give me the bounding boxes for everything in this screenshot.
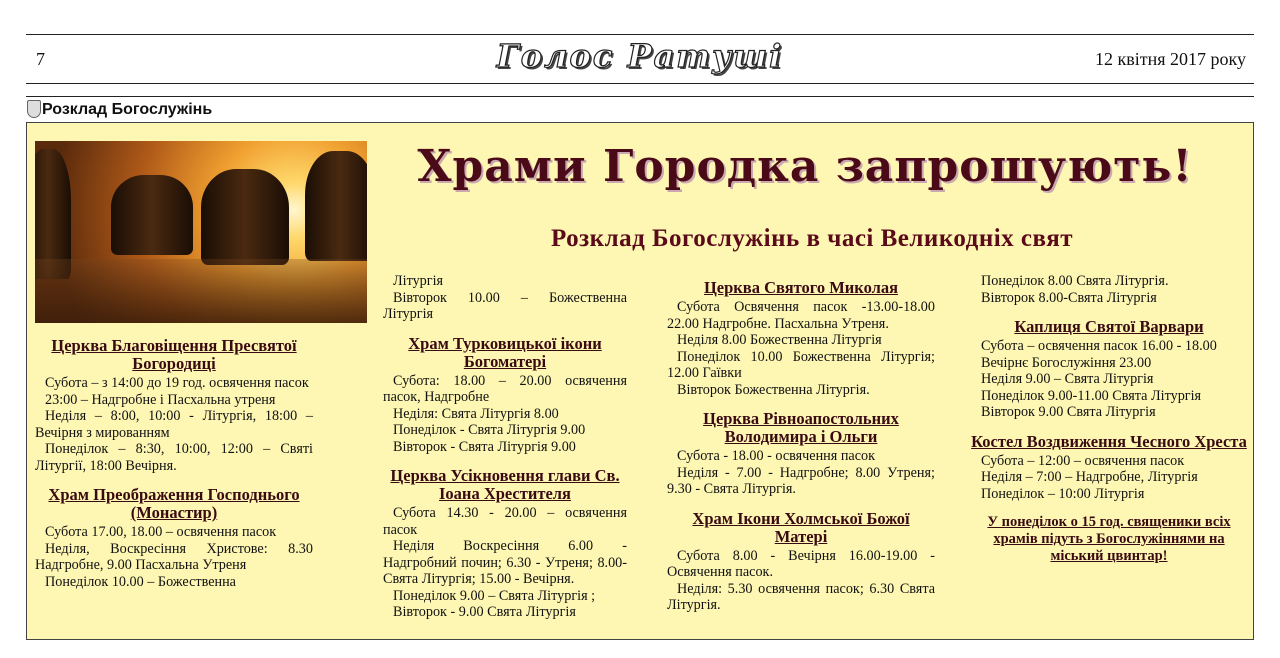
crest-icon <box>27 100 41 118</box>
column-3 <box>667 273 935 614</box>
schedule-line: Вівторок - 9.00 Свята Літургія <box>393 604 576 620</box>
schedule-line: Понеділок 8.00 Свята Літургія. <box>981 273 1169 289</box>
schedule-line: Неділя - 7.00 - Надгробне; 8.00 Утреня; 9.30 - Свята Літургія. <box>667 464 935 497</box>
schedule-line: Понеділок 9.00 – Свята Літургія ; <box>393 587 596 604</box>
schedule-line: Субота Освячення пасок -13.00-18.00 22.00 Надгробне. Пасхальна Утреня. <box>667 299 935 332</box>
schedule-line: Неділя – 7:00 – Надгробне, Літургія <box>981 469 1198 485</box>
closing-note: У понеділок о 15 год. священики всіх храмів підуть з Богослужіннями на міський цвинтар! <box>987 514 1231 564</box>
schedule-line: Неділя – 8:00, 10:00 - Літургія, 18:00 – Вечірня з мированням <box>35 408 313 441</box>
schedule-line: Вівторок Божественна Літургія. <box>677 381 870 398</box>
schedule-line: Субота: 18.00 – 20.00 освячення пасок, Надгробне <box>383 372 627 405</box>
column-1 <box>35 331 313 590</box>
bell-shape <box>201 169 289 265</box>
schedule-line: Вівторок 10.00 – Божественна Літургія <box>383 289 627 322</box>
section-title: Розклад Богослужінь <box>42 101 213 118</box>
schedule-line: Субота 8.00 - Вечірня 16.00-19.00 - Освячення пасок. <box>667 547 935 580</box>
schedule-line: Понеділок – 8:30, 10:00, 12:00 – Святі Літургії, 18:00 Вечірня. <box>35 441 313 474</box>
schedule-line: Субота - 18.00 - освячення пасок <box>677 448 876 464</box>
bell-shape <box>305 151 367 261</box>
schedule-line: Неділя 8.00 Божественна Літургія <box>677 332 882 348</box>
schedule-line: Понеділок 9.00-11.00 Свята Літургія <box>981 387 1202 404</box>
column-2 <box>383 273 627 621</box>
church-bells-photo <box>35 141 367 323</box>
subheadline: Розклад Богослужінь в часі Великодніх свят <box>550 225 1074 252</box>
schedule-line: Понеділок - Свята Літургія 9.00 <box>393 422 586 438</box>
schedule-line: Неділя Воскресіння 6.00 - Надгробний почин; 6.30 - Утреня; 8.00- Свята Літургія; 15.00 - Вечірня. <box>383 538 627 587</box>
schedule-line: Вівторок - Свята Літургія 9.00 <box>393 438 576 455</box>
church-title: Костел Воздвиження Чесного Хреста <box>971 431 1247 451</box>
schedule-line: Субота – з 14:00 до 19 год. освячення пасок <box>45 375 309 391</box>
schedule-line: Субота – 12:00 – освячення пасок <box>981 452 1185 469</box>
schedule-line: Вечірнє Богослужіння 23.00 <box>981 354 1152 371</box>
schedule-line: Неділя, Воскресіння Христове: 8.30 Надгробне, 9.00 Пасхальна Утреня <box>35 540 313 573</box>
town-silhouette <box>35 259 367 323</box>
church-title: Церква Святого Миколая <box>703 278 899 297</box>
church-title: Церква Благовіщення Пресвятої Богородиці <box>51 336 297 373</box>
publication-date: 12 квітня 2017 року <box>1094 49 1246 69</box>
schedule-line: Понеділок – 10:00 Літургія <box>981 485 1145 502</box>
church-title: Храм Преображення Господнього (Монастир) <box>48 485 300 522</box>
schedule-line: Літургія <box>393 273 444 289</box>
church-title: Церква Рівноапостольних Володимира і Ольги <box>703 409 899 446</box>
church-title: Храм Ікони Холмської Божої Матері <box>692 508 910 546</box>
schedule-line: Субота 17.00, 18.00 – освячення пасок <box>45 524 277 540</box>
schedule-line: Неділя: Свята Літургія 8.00 <box>393 405 559 422</box>
newspaper-masthead: Голос Ратуші <box>496 37 784 75</box>
headline: Храми Городка запрошують! <box>417 141 1193 192</box>
schedule-line: Неділя 9.00 – Свята Літургія <box>981 371 1154 387</box>
church-title: Церква Усікновення глави Св. Іоана Хрестителя <box>390 466 620 503</box>
page-header <box>26 34 1254 84</box>
page-number: 7 <box>36 49 45 69</box>
church-title: Храм Турковицької ікони Богоматері <box>408 333 602 371</box>
schedule-line: Вівторок 9.00 Свята Літургія <box>981 404 1156 420</box>
schedule-line: 23:00 – Надгробне і Пасхальна утреня <box>45 391 276 408</box>
bell-shape <box>111 175 193 255</box>
schedule-line: Субота 14.30 - 20.00 – освячення пасок <box>383 505 627 538</box>
schedule-line: Понеділок 10.00 Божественна Літургія; 12.00 Гаївки <box>667 348 935 381</box>
schedule-line: Субота – освячення пасок 16.00 - 18.00 <box>981 338 1217 354</box>
section-bar <box>26 96 1254 122</box>
schedule-line: Вівторок 8.00-Свята Літургія <box>981 289 1157 306</box>
schedule-line: Понеділок 10.00 – Божественна <box>45 573 236 590</box>
column-4 <box>971 273 1247 565</box>
schedule-panel <box>26 122 1254 640</box>
schedule-line: Неділя: 5.30 освячення пасок; 6.30 Свята Літургія. <box>667 580 935 613</box>
church-title: Каплиця Святої Варвари <box>1014 317 1204 336</box>
